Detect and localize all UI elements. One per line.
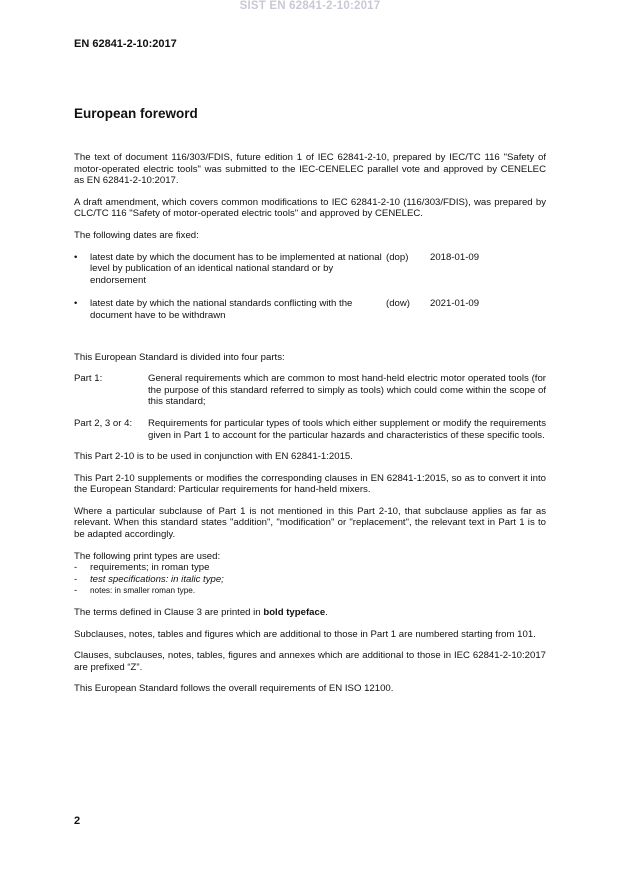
paragraph-conjunction: This Part 2-10 is to be used in conjunction with EN 62841-1:2015. [74, 451, 353, 463]
print-type-text: requirements; in roman type [90, 562, 210, 574]
part-label: Part 1: [74, 373, 103, 385]
print-type-item [74, 574, 546, 586]
print-type-text: notes: in smaller roman type. [90, 586, 196, 596]
part-item-1 [74, 373, 546, 408]
print-types-intro: The following print types are used: [74, 550, 221, 562]
page-number: 2 [74, 815, 81, 827]
print-types [74, 551, 546, 597]
paragraph-iso-12100: This European Standard follows the overall requirements of EN ISO 12100. [74, 683, 394, 695]
dash: - [74, 573, 78, 585]
dash: - [74, 562, 78, 574]
document-id: EN 62841-2-10:2017 [74, 38, 177, 50]
part-description: General requirements which are common to most hand-held electric motor operated tools (for the purpose of this standard referred to simply as tools) which could come within the scope of this standard; [148, 373, 546, 408]
part-label: Part 2, 3 or 4: [74, 417, 133, 429]
paragraph-numbering: Subclauses, notes, tables and figures which are additional to those in Part 1 are numbered starting from 101. [74, 628, 536, 640]
date-item-dop [74, 252, 546, 287]
date-value: 2021-01-09 [430, 298, 480, 310]
date-description: latest date by which the document has to be implemented at national level by publication of an identical national standard or by endorsement [90, 251, 382, 286]
dash: - [74, 585, 78, 597]
date-item-dow [74, 298, 546, 321]
bullet: • [74, 251, 78, 263]
paragraph-dates-intro: The following dates are fixed: [74, 229, 199, 241]
terms-prefix: The terms defined in Clause 3 are printed in [74, 607, 264, 619]
date-description: latest date by which the national standards conflicting with the document have to be withdrawn [90, 298, 353, 321]
date-abbreviation: (dop) [386, 251, 409, 263]
print-type-item [74, 562, 546, 574]
paragraph-terms [74, 607, 546, 619]
paragraph-draft-amendment: A draft amendment, which covers common modifications to IEC 62841-2-10 (116/303/FDIS), was prepared by CLC/TC 116 "Safety of motor-operated electric tools" and approved by CENELEC. [74, 196, 546, 220]
part-description: Requirements for particular types of tools which either supplement or modify the requirements given in Part 1 to account for the particular hazards and characteristics of these specific tools. [148, 417, 546, 441]
paragraph-prefix-z: Clauses, subclauses, notes, tables, figures and annexes which are additional to those in IEC 62841-2-10:2017 are prefixed “Z”. [74, 650, 546, 673]
paragraph-parts-intro: This European Standard is divided into four parts: [74, 351, 285, 363]
print-type-item [74, 585, 546, 597]
watermark: SIST EN 62841-2-10:2017 [239, 0, 381, 12]
part-item-2-3-4 [74, 418, 546, 441]
date-value: 2018-01-09 [430, 251, 480, 263]
paragraph-subclause-rules: Where a particular subclause of Part 1 is not mentioned in this Part 2-10, that subclause applies as far as relevant. When this standard states "addition", "modification" or "replacement", the relevant text in Part 1 is to be adapted accordingly. [74, 505, 546, 541]
foreword-body [74, 152, 546, 705]
paragraph-fdis: The text of document 116/303/FDIS, future edition 1 of IEC 62841-2-10, prepared by IEC/TC 116 "Safety of motor-operated electric tools" was submitted to the IEC-CENELEC parallel vote and approved by CENELEC as EN 62841-2-10:2017. [74, 152, 546, 187]
dates-list [74, 252, 546, 322]
section-heading: European foreword [74, 106, 198, 121]
terms-bold: bold typeface [263, 607, 326, 619]
bullet: • [74, 298, 78, 310]
date-abbreviation: (dow) [386, 298, 410, 310]
paragraph-supplements: This Part 2-10 supplements or modifies the corresponding clauses in EN 62841-1:2015, so as to convert it into the European Standard: Particular requirements for hand-held mixers. [74, 472, 546, 496]
terms-suffix: . [325, 607, 328, 619]
print-type-text: test specifications: in italic type; [90, 573, 224, 585]
